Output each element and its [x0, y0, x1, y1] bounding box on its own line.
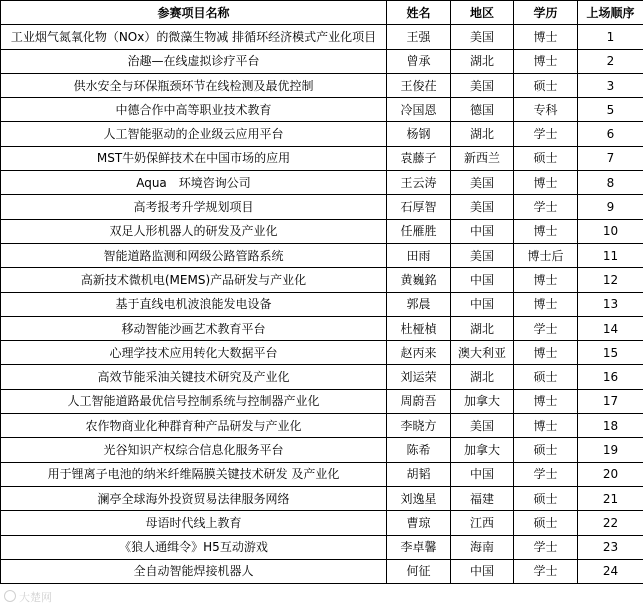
table-row	[1, 268, 643, 292]
cell-name: 冷国恩	[387, 98, 451, 122]
cell-name: 曾承	[387, 49, 451, 73]
cell-order: 24	[578, 559, 643, 583]
cell-order: 20	[578, 462, 643, 486]
table-row	[1, 389, 643, 413]
cell-order: 9	[578, 195, 643, 219]
header-project: 参赛项目名称	[1, 1, 387, 25]
cell-project: 光谷知识产权综合信息化服务平台	[1, 438, 387, 462]
cell-degree: 硕士	[514, 73, 578, 97]
cell-name: 石厚智	[387, 195, 451, 219]
table-row	[1, 49, 643, 73]
cell-order: 23	[578, 535, 643, 559]
table-row	[1, 535, 643, 559]
cell-region: 美国	[451, 25, 514, 49]
cell-name: 王俊茌	[387, 73, 451, 97]
cell-region: 中国	[451, 268, 514, 292]
cell-region: 美国	[451, 243, 514, 267]
cell-project: 治趣—在线虚拟诊疗平台	[1, 49, 387, 73]
cell-order: 15	[578, 341, 643, 365]
cell-order: 13	[578, 292, 643, 316]
table-row	[1, 316, 643, 340]
cell-name: 任雁胜	[387, 219, 451, 243]
cell-order: 12	[578, 268, 643, 292]
cell-order: 14	[578, 316, 643, 340]
cell-project: 《狼人通缉令》H5互动游戏	[1, 535, 387, 559]
cell-name: 刘逸星	[387, 486, 451, 510]
watermark	[4, 589, 52, 605]
cell-order: 1	[578, 25, 643, 49]
cell-name: 黄巍銘	[387, 268, 451, 292]
cell-order: 8	[578, 171, 643, 195]
cell-order: 3	[578, 73, 643, 97]
cell-project: 澜亭全球海外投资贸易法律服务网络	[1, 486, 387, 510]
table-row	[1, 292, 643, 316]
table-row	[1, 243, 643, 267]
cell-project: 高考报考升学规划项目	[1, 195, 387, 219]
cell-degree: 学士	[514, 122, 578, 146]
table-row	[1, 341, 643, 365]
table-row	[1, 365, 643, 389]
cell-order: 17	[578, 389, 643, 413]
cell-project: 高新技术微机电(MEMS)产品研发与产业化	[1, 268, 387, 292]
header-row	[1, 1, 643, 25]
cell-region: 新西兰	[451, 146, 514, 170]
cell-region: 中国	[451, 559, 514, 583]
cell-name: 杜桠楨	[387, 316, 451, 340]
table-row	[1, 511, 643, 535]
cell-degree: 博士	[514, 219, 578, 243]
table-row	[1, 219, 643, 243]
cell-order: 22	[578, 511, 643, 535]
cell-order: 16	[578, 365, 643, 389]
cell-name: 赵丙来	[387, 341, 451, 365]
cell-region: 中国	[451, 462, 514, 486]
header-order: 上场顺序	[578, 1, 643, 25]
cell-degree: 学士	[514, 559, 578, 583]
cell-region: 海南	[451, 535, 514, 559]
cell-degree: 博士	[514, 389, 578, 413]
cell-degree: 博士	[514, 292, 578, 316]
cell-degree: 学士	[514, 462, 578, 486]
cell-project: 移动智能沙画艺术教育平台	[1, 316, 387, 340]
cell-degree: 硕士	[514, 438, 578, 462]
cell-name: 王强	[387, 25, 451, 49]
cell-project: 中德合作中高等职业技术教育	[1, 98, 387, 122]
cell-order: 6	[578, 122, 643, 146]
table-row	[1, 171, 643, 195]
cell-degree: 博士	[514, 341, 578, 365]
cell-project: 基于直线电机波浪能发电设备	[1, 292, 387, 316]
cell-name: 曹琼	[387, 511, 451, 535]
cell-degree: 博士	[514, 414, 578, 438]
cell-degree: 硕士	[514, 511, 578, 535]
cell-order: 21	[578, 486, 643, 510]
cell-region: 美国	[451, 414, 514, 438]
cell-project: 人工智能道路最优信号控制系统与控制器产业化	[1, 389, 387, 413]
cell-region: 中国	[451, 292, 514, 316]
table-row	[1, 25, 643, 49]
cell-degree: 硕士	[514, 365, 578, 389]
cell-name: 郭晨	[387, 292, 451, 316]
table-row	[1, 98, 643, 122]
header-degree: 学历	[514, 1, 578, 25]
table-row	[1, 559, 643, 583]
cell-project: Aqua 环境咨询公司	[1, 171, 387, 195]
cell-project: 用于锂离子电池的纳米纤维隔膜关键技术研发 及产业化	[1, 462, 387, 486]
table-row	[1, 486, 643, 510]
cell-project: 供水安全与环保瓶颈环节在线检测及最优控制	[1, 73, 387, 97]
cell-order: 7	[578, 146, 643, 170]
table-row	[1, 414, 643, 438]
cell-name: 陈希	[387, 438, 451, 462]
cell-degree: 学士	[514, 535, 578, 559]
cell-region: 湖北	[451, 365, 514, 389]
cell-region: 福建	[451, 486, 514, 510]
cell-order: 18	[578, 414, 643, 438]
cell-degree: 学士	[514, 195, 578, 219]
cell-name: 何征	[387, 559, 451, 583]
cell-project: 双足人形机器人的研发及产业化	[1, 219, 387, 243]
cell-name: 田雨	[387, 243, 451, 267]
cell-project: 人工智能驱动的企业级云应用平台	[1, 122, 387, 146]
cell-degree: 硕士	[514, 146, 578, 170]
cell-region: 加拿大	[451, 389, 514, 413]
cell-degree: 博士	[514, 171, 578, 195]
cell-region: 中国	[451, 219, 514, 243]
table-body	[1, 25, 643, 584]
cell-name: 胡韬	[387, 462, 451, 486]
cell-degree: 博士	[514, 49, 578, 73]
cell-name: 王云涛	[387, 171, 451, 195]
cell-project: 工业烟气氮氧化物（NOx）的微藻生物减 排循环经济模式产业化项目	[1, 25, 387, 49]
table-row	[1, 146, 643, 170]
cell-degree: 专科	[514, 98, 578, 122]
cell-name: 杨钢	[387, 122, 451, 146]
cell-name: 周蔚吾	[387, 389, 451, 413]
cell-region: 湖北	[451, 316, 514, 340]
cell-project: 农作物商业化种群育种产品研发与产业化	[1, 414, 387, 438]
cell-region: 德国	[451, 98, 514, 122]
cell-order: 5	[578, 98, 643, 122]
table-row	[1, 462, 643, 486]
header-region: 地区	[451, 1, 514, 25]
cell-region: 江西	[451, 511, 514, 535]
table-row	[1, 122, 643, 146]
table-row	[1, 73, 643, 97]
cell-name: 李晓方	[387, 414, 451, 438]
cell-region: 美国	[451, 73, 514, 97]
cell-degree: 博士	[514, 25, 578, 49]
cell-project: MST牛奶保鲜技术在中国市场的应用	[1, 146, 387, 170]
watermark-text: 大楚网	[19, 591, 52, 604]
cell-region: 加拿大	[451, 438, 514, 462]
header-name: 姓名	[387, 1, 451, 25]
cell-name: 袁藤子	[387, 146, 451, 170]
cell-region: 美国	[451, 195, 514, 219]
cell-name: 李卓馨	[387, 535, 451, 559]
cell-project: 高效节能采油关键技术研究及产业化	[1, 365, 387, 389]
cell-project: 智能道路监测和网级公路管路系统	[1, 243, 387, 267]
cell-degree: 学士	[514, 316, 578, 340]
cell-region: 湖北	[451, 122, 514, 146]
cell-degree: 博士	[514, 268, 578, 292]
cell-order: 19	[578, 438, 643, 462]
cell-region: 美国	[451, 171, 514, 195]
cell-region: 澳大利亚	[451, 341, 514, 365]
cell-order: 11	[578, 243, 643, 267]
cell-degree: 硕士	[514, 486, 578, 510]
cell-degree: 博士后	[514, 243, 578, 267]
cell-project: 全自动智能焊接机器人	[1, 559, 387, 583]
cell-order: 10	[578, 219, 643, 243]
cell-project: 心理学技术应用转化大数据平台	[1, 341, 387, 365]
logo-icon	[4, 590, 16, 602]
table-row	[1, 195, 643, 219]
cell-order: 2	[578, 49, 643, 73]
cell-project: 母语时代线上教育	[1, 511, 387, 535]
table-row	[1, 438, 643, 462]
cell-name: 刘运荣	[387, 365, 451, 389]
cell-region: 湖北	[451, 49, 514, 73]
